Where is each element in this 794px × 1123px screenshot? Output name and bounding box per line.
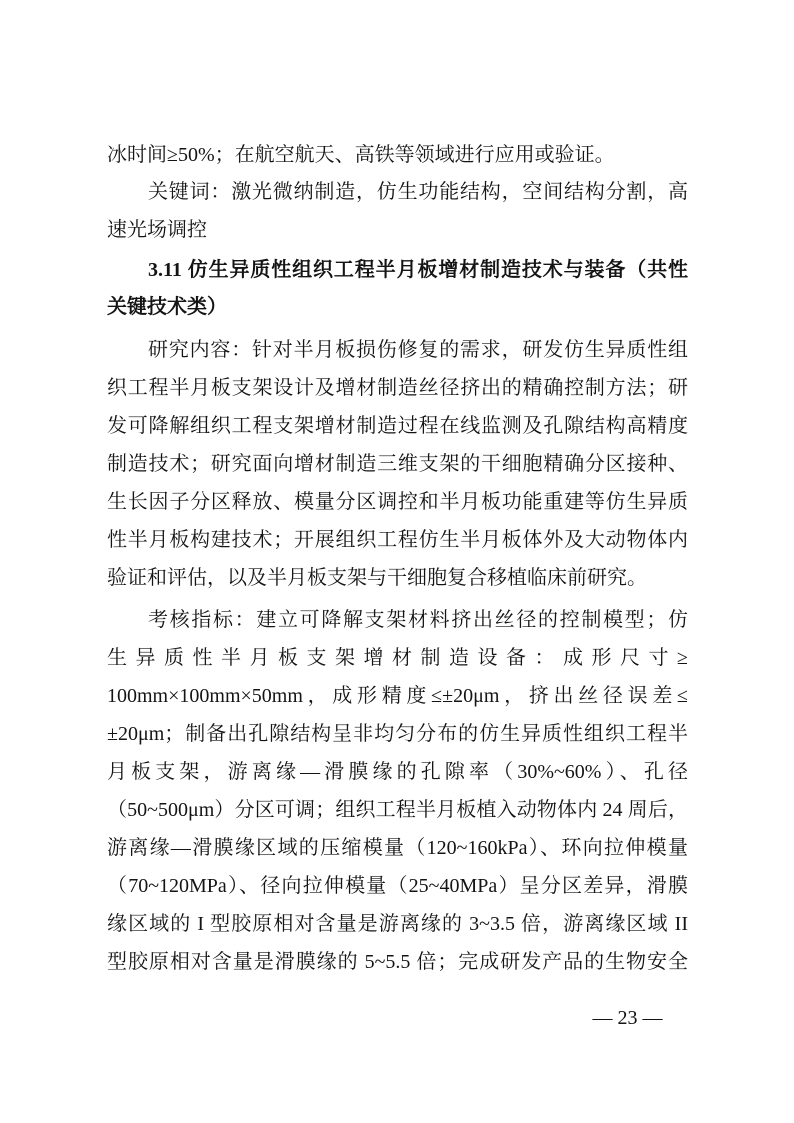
page-number: — 23 —	[592, 1007, 663, 1029]
text-line: 研究内容：针对半月板损伤修复的需求，研发仿生异质性组	[148, 339, 688, 361]
text-line: 关键词：激光微纳制造，仿生功能结构，空间结构分割，高	[148, 181, 688, 203]
text-line: 游离缘—滑膜缘区域的压缩模量（120~160kPa）、环向拉伸模量	[107, 837, 688, 859]
text-line: 型胶原相对含量是滑膜缘的 5~5.5 倍；完成研发产品的生物安全	[107, 951, 688, 973]
heading-line: 3.11 仿生异质性组织工程半月板增材制造技术与装备（共性	[148, 259, 688, 281]
heading-line: 关键技术类）	[107, 296, 227, 318]
text-line: 100mm×100mm×50mm，成形精度≤±20μm，挤出丝径误差≤	[107, 685, 688, 707]
text-line: 缘区域的 I 型胶原相对含量是游离缘的 3~3.5 倍，游离缘区域 II	[107, 913, 688, 935]
text-line: 速光场调控	[107, 219, 207, 241]
text-line: 发可降解组织工程支架增材制造过程在线监测及孔隙结构高精度	[107, 415, 688, 437]
text-line: 月板支架，游离缘—滑膜缘的孔隙率（30%~60%）、孔径	[107, 761, 688, 783]
text-line: 验证和评估，以及半月板支架与干细胞复合移植临床前研究。	[107, 567, 647, 589]
text-line: 生长因子分区释放、模量分区调控和半月板功能重建等仿生异质	[107, 491, 688, 513]
text-line: 性半月板构建技术；开展组织工程仿生半月板体外及大动物体内	[107, 529, 688, 551]
text-line: 制造技术；研究面向增材制造三维支架的干细胞精确分区接种、	[107, 453, 688, 475]
text-line: ±20μm；制备出孔隙结构呈非均匀分布的仿生异质性组织工程半	[107, 723, 688, 745]
text-line: 冰时间≥50%；在航空航天、高铁等领域进行应用或验证。	[107, 144, 615, 166]
text-line: 织工程半月板支架设计及增材制造丝径挤出的精确控制方法；研	[107, 377, 688, 399]
text-line: 考核指标：建立可降解支架材料挤出丝径的控制模型；仿	[148, 609, 688, 631]
text-line: （50~500μm）分区可调；组织工程半月板植入动物体内 24 周后，	[107, 799, 688, 821]
text-line: （70~120MPa）、径向拉伸模量（25~40MPa）呈分区差异，滑膜	[107, 875, 688, 897]
text-line: 生异质性半月板支架增材制造设备：成形尺寸≥	[107, 647, 688, 669]
